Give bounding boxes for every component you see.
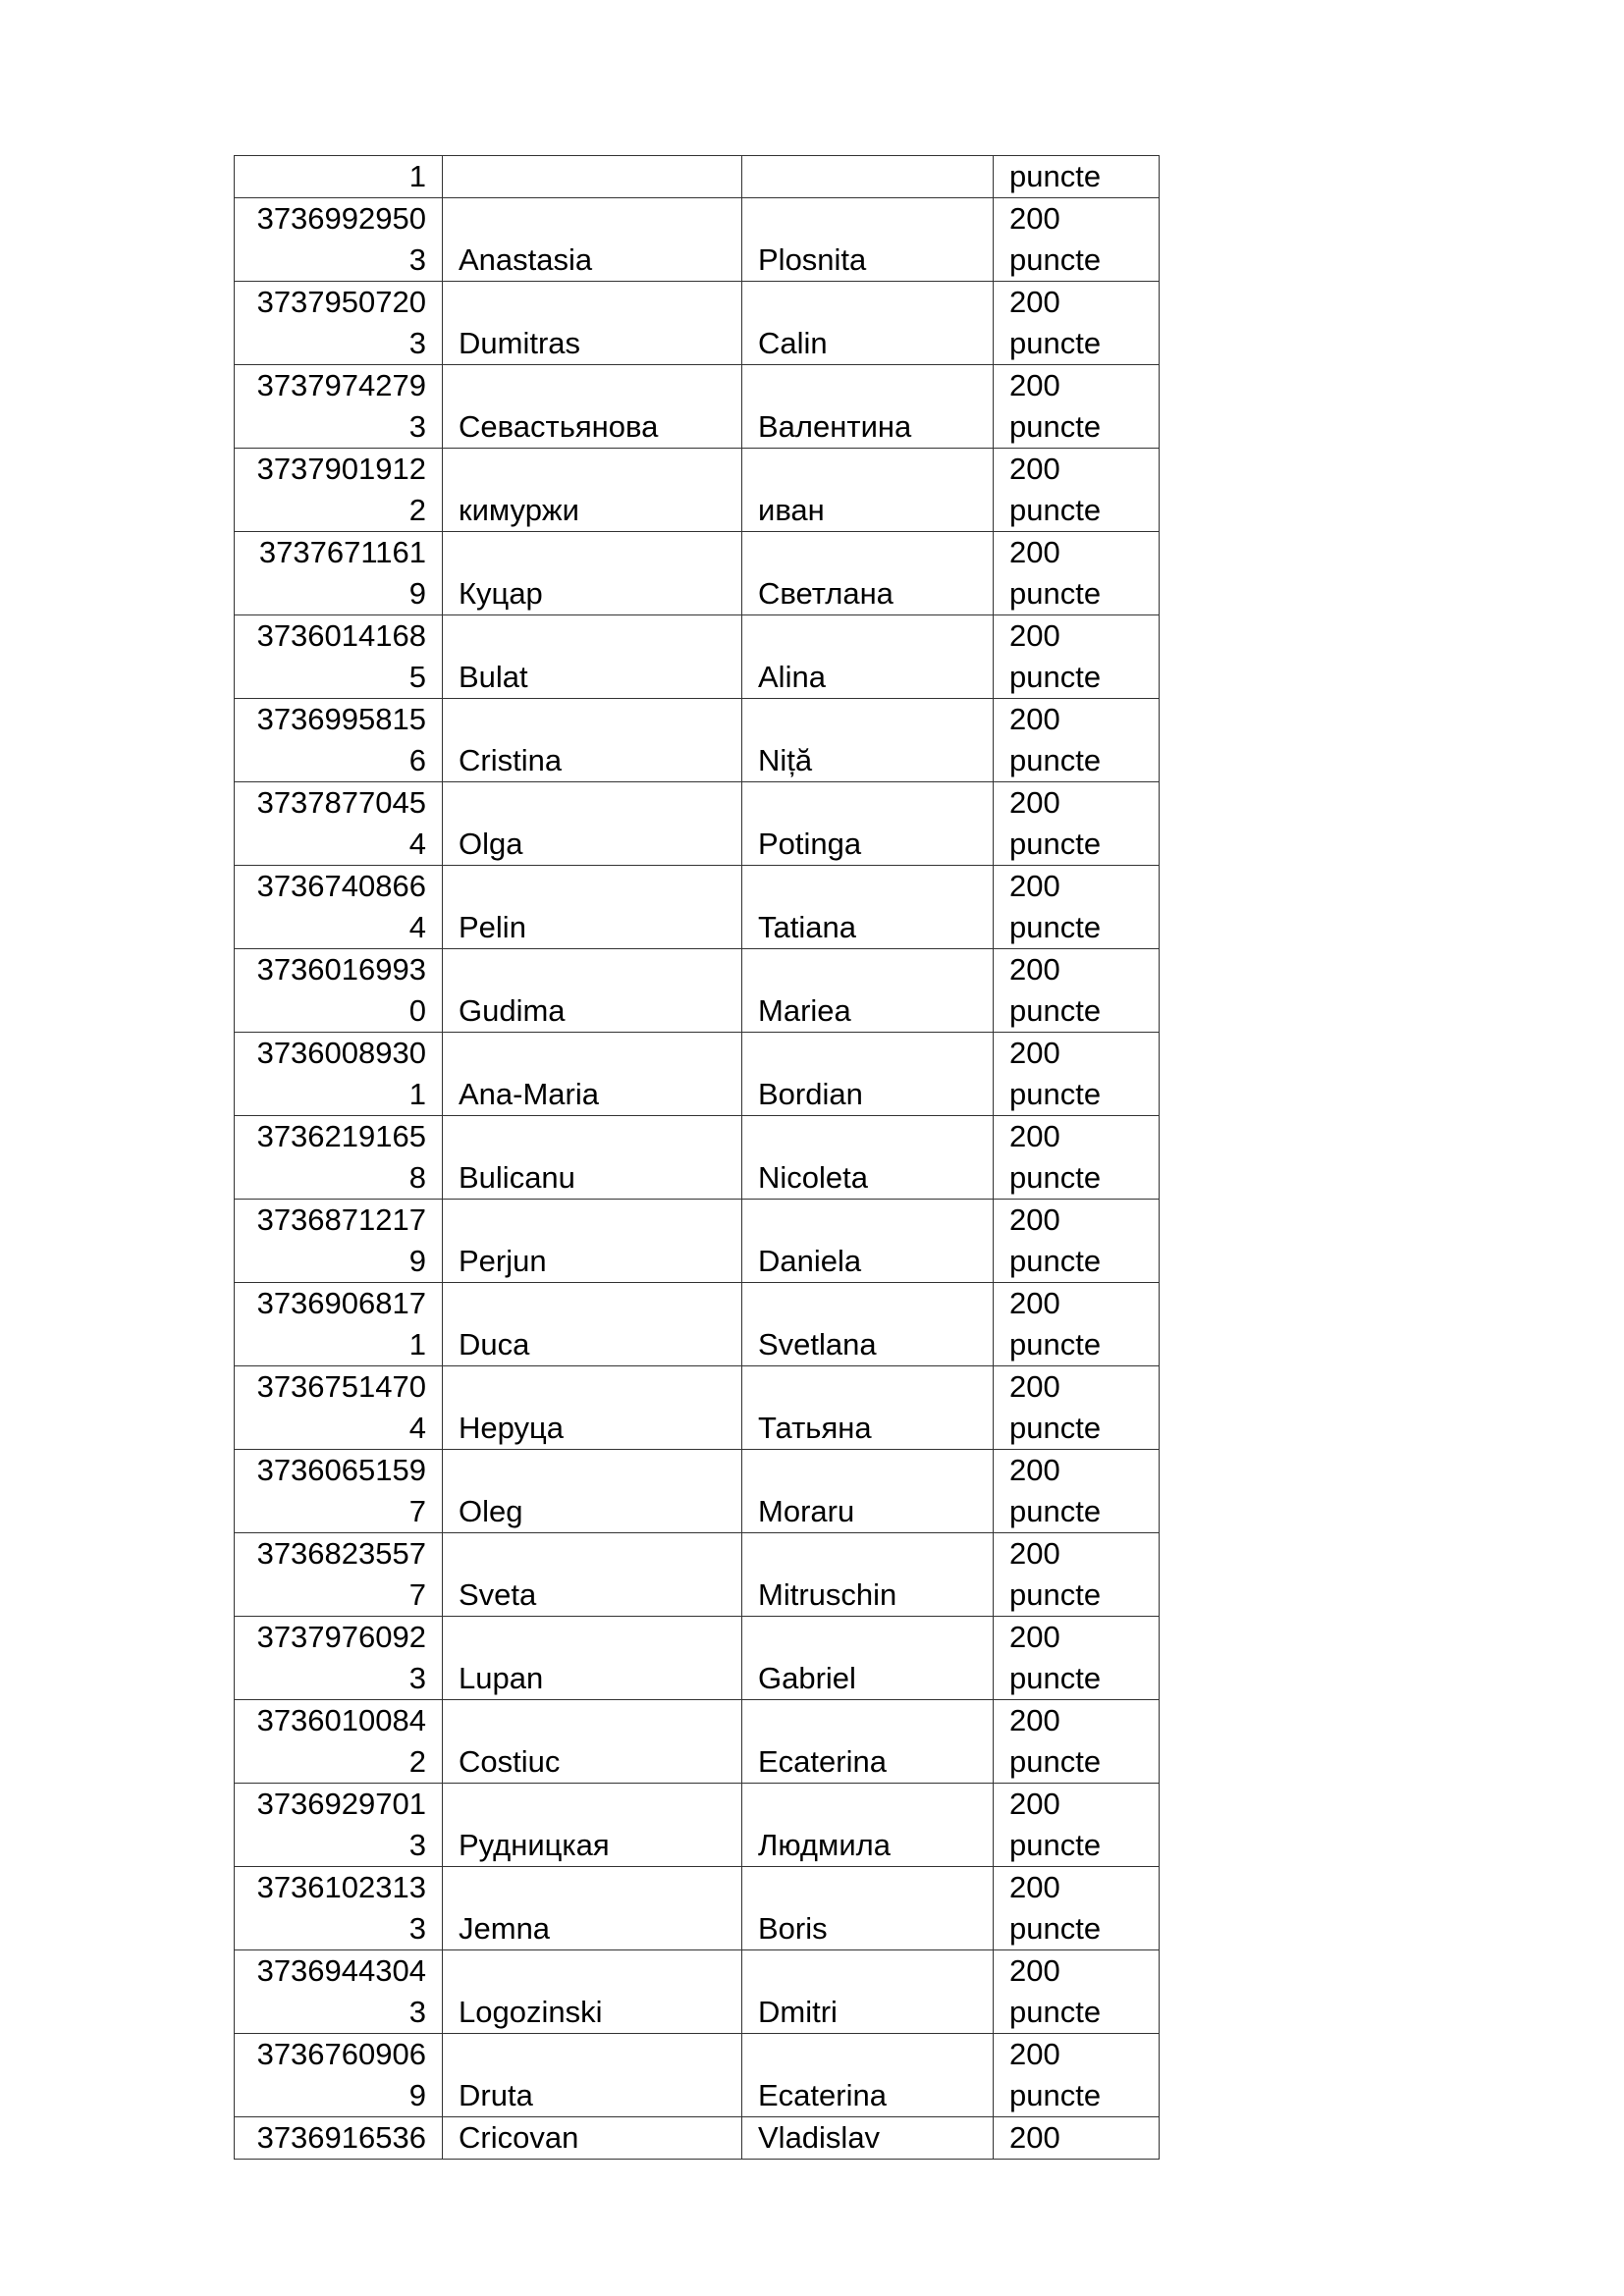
first-name-cell: Duca [443,1283,742,1366]
first-name-cell: Bulicanu [443,1116,742,1200]
phone-cell-line: 4 [408,827,426,861]
table-row [235,1450,1160,1533]
points-cell-line: puncte [1009,409,1102,444]
points-cell [994,1366,1160,1450]
table-row [235,365,1160,449]
phone-cell-line: 3737671161 [258,535,426,569]
last-name-cell: Mariea [742,949,994,1033]
phone-cell [235,449,443,532]
phone-cell-line: 4 [408,1411,426,1445]
points-cell-line: 200 [1009,1953,1060,1988]
phone-cell-line: 9 [408,2078,426,2112]
points-cell-line: 200 [1009,702,1060,736]
first-name-cell: Cricovan [443,2117,742,2160]
last-name-cell: Calin [742,282,994,365]
phone-cell-line: 3737950720 [256,285,426,319]
phone-cell [235,156,443,198]
points-cell [994,1116,1160,1200]
points-cell [994,1533,1160,1617]
first-name-cell: Рудницкая [443,1784,742,1867]
points-cell-line: 200 [1009,1787,1060,1821]
last-name-cell: Niță [742,699,994,782]
table-row [235,2034,1160,2117]
phone-cell-line: 5 [408,660,426,694]
phone-cell-line: 3736219165 [256,1119,426,1153]
last-name-cell [742,156,994,198]
first-name-cell: Druta [443,2034,742,2117]
table-row [235,1784,1160,1867]
first-name-cell: Pelin [443,866,742,949]
first-name-cell: Cristina [443,699,742,782]
points-cell-line: puncte [1009,1244,1102,1278]
points-cell-line: puncte [1009,1911,1102,1946]
last-name-cell: Dmitri [742,1950,994,2034]
last-name-cell: Светлана [742,532,994,615]
last-name-cell: Potinga [742,782,994,866]
phone-cell-line: 3 [408,326,426,360]
points-cell-line: puncte [1009,493,1102,527]
phone-cell-line: 6 [408,743,426,777]
phone-cell-line: 3736995815 [256,702,426,736]
points-cell-line: puncte [1009,576,1102,611]
phone-cell [235,1533,443,1617]
phone-cell-line: 3 [408,1661,426,1695]
phone-cell [235,1283,443,1366]
points-cell-line: 200 [1009,1536,1060,1571]
points-cell-line: puncte [1009,1577,1102,1612]
points-cell-line: puncte [1009,2078,1102,2112]
table-row [235,615,1160,699]
phone-cell-line: 3736016993 [256,952,426,987]
phone-cell [235,699,443,782]
points-cell [994,1700,1160,1784]
table-row [235,1116,1160,1200]
first-name-cell [443,156,742,198]
phone-cell-line: 3737974279 [256,368,426,402]
points-cell-line: 200 [1009,1453,1060,1487]
first-name-cell: Gudima [443,949,742,1033]
phone-cell [235,2117,443,2160]
last-name-cell: Moraru [742,1450,994,1533]
last-name-cell: Ecaterina [742,1700,994,1784]
last-name-cell: иван [742,449,994,532]
points-cell-line: 200 [1009,952,1060,987]
table-body [235,156,1160,2160]
points-cell [994,949,1160,1033]
points-cell [994,449,1160,532]
phone-cell [235,1867,443,1950]
phone-cell-line: 3737877045 [256,785,426,820]
points-cell-line: 200 [1009,1870,1060,1904]
points-cell [994,782,1160,866]
phone-cell-line: 3736065159 [256,1453,426,1487]
first-name-cell: Jemna [443,1867,742,1950]
points-cell [994,2117,1160,2160]
points-cell-line: puncte [1009,660,1102,694]
last-name-cell: Plosnita [742,198,994,282]
phone-cell [235,1116,443,1200]
table-row [235,449,1160,532]
table-row [235,156,1160,198]
first-name-cell: Perjun [443,1200,742,1283]
points-cell-line: puncte [1009,1828,1102,1862]
last-name-cell: Mitruschin [742,1533,994,1617]
points-cell-line: 200 [1009,452,1060,486]
first-name-cell: Logozinski [443,1950,742,2034]
first-name-cell: Lupan [443,1617,742,1700]
points-cell [994,365,1160,449]
points-cell-line: puncte [1009,1494,1102,1528]
last-name-cell: Tatiana [742,866,994,949]
table-row [235,699,1160,782]
phone-cell-line: 3736014168 [256,618,426,653]
phone-cell-line: 3736751470 [256,1369,426,1404]
table-row [235,1700,1160,1784]
points-cell-line: puncte [1009,1327,1102,1362]
phone-cell [235,866,443,949]
points-cell-line: puncte [1009,1411,1102,1445]
table-row [235,1617,1160,1700]
points-cell [994,1617,1160,1700]
phone-cell [235,1784,443,1867]
phone-cell [235,1200,443,1283]
points-cell-line: 200 [1009,869,1060,903]
last-name-cell: Татьяна [742,1366,994,1450]
points-cell-line: puncte [1009,1160,1102,1195]
points-cell [994,282,1160,365]
phone-cell-line: 3736008930 [256,1036,426,1070]
points-cell-line: puncte [1009,1661,1102,1695]
phone-cell [235,532,443,615]
last-name-cell: Валентина [742,365,994,449]
phone-cell [235,198,443,282]
last-name-cell: Nicoleta [742,1116,994,1200]
phone-cell-line: 3737976092 [256,1620,426,1654]
first-name-cell: Oleg [443,1450,742,1533]
phone-cell [235,1700,443,1784]
phone-cell-line: 3736992950 [256,201,426,236]
first-name-cell: Севастьянова [443,365,742,449]
table-row [235,866,1160,949]
table-row [235,2117,1160,2160]
phone-cell-line: 3736944304 [256,1953,426,1988]
phone-cell-line: 3736916536 [256,2120,426,2155]
table-row [235,1867,1160,1950]
points-cell [994,532,1160,615]
phone-cell [235,782,443,866]
phone-cell-line: 3 [408,1995,426,2029]
phone-cell-line: 3736740866 [256,869,426,903]
first-name-cell: Costiuc [443,1700,742,1784]
first-name-cell: кимуржи [443,449,742,532]
points-cell [994,1784,1160,1867]
points-cell-line: puncte [1009,1744,1102,1779]
points-cell-line: 200 [1009,1286,1060,1320]
first-name-cell: Anastasia [443,198,742,282]
phone-cell-line: 9 [408,1244,426,1278]
table-row [235,949,1160,1033]
last-name-cell: Gabriel [742,1617,994,1700]
table-row [235,782,1160,866]
phone-cell-line: 3736760906 [256,2037,426,2071]
table-row [235,1283,1160,1366]
last-name-cell: Boris [742,1867,994,1950]
points-cell [994,156,1160,198]
table-row [235,1533,1160,1617]
phone-cell [235,2034,443,2117]
phone-cell [235,1617,443,1700]
phone-cell-line: 3736871217 [256,1202,426,1237]
phone-cell [235,1366,443,1450]
table-row [235,1200,1160,1283]
phone-cell-line: 3 [408,409,426,444]
last-name-cell: Svetlana [742,1283,994,1366]
phone-cell [235,282,443,365]
last-name-cell: Людмила [742,1784,994,1867]
points-cell-line: puncte [1009,1077,1102,1111]
points-cell-line: 200 [1009,201,1060,236]
phone-cell-line: 3737901912 [256,452,426,486]
phone-cell-line: 1 [408,1077,426,1111]
points-cell-line: puncte [1009,993,1102,1028]
last-name-cell: Bordian [742,1033,994,1116]
table-row [235,1033,1160,1116]
phone-cell [235,365,443,449]
points-cell-line: 200 [1009,618,1060,653]
last-name-cell: Ecaterina [742,2034,994,2117]
points-cell [994,1033,1160,1116]
points-cell-line: 200 [1009,535,1060,569]
points-cell [994,2034,1160,2117]
phone-cell-line: 2 [408,1744,426,1779]
phone-cell-line: 3736102313 [256,1870,426,1904]
table-row [235,198,1160,282]
phone-cell-line: 4 [408,910,426,944]
first-name-cell: Неруца [443,1366,742,1450]
first-name-cell: Куцар [443,532,742,615]
phone-cell-line: 3 [408,1911,426,1946]
phone-cell-line: 1 [408,159,426,193]
points-cell-line: puncte [1009,242,1102,277]
points-cell-line: 200 [1009,785,1060,820]
points-cell-line: 200 [1009,2120,1060,2155]
points-cell [994,699,1160,782]
points-cell [994,1950,1160,2034]
phone-cell [235,1950,443,2034]
phone-cell-line: 8 [408,1160,426,1195]
phone-cell [235,615,443,699]
points-cell-line: 200 [1009,1119,1060,1153]
phone-cell-line: 0 [408,993,426,1028]
phone-cell-line: 9 [408,576,426,611]
points-cell [994,198,1160,282]
points-cell-line: 200 [1009,368,1060,402]
points-cell [994,1867,1160,1950]
points-cell-line: 200 [1009,285,1060,319]
points-cell-line: 200 [1009,1202,1060,1237]
points-cell-line: puncte [1009,1995,1102,2029]
points-cell-line: 200 [1009,1703,1060,1737]
phone-cell-line: 3736906817 [256,1286,426,1320]
phone-cell-line: 3736010084 [256,1703,426,1737]
first-name-cell: Dumitras [443,282,742,365]
points-cell-line: 200 [1009,2037,1060,2071]
phone-cell [235,949,443,1033]
last-name-cell: Vladislav [742,2117,994,2160]
phone-cell-line: 7 [408,1577,426,1612]
phone-cell-line: 3 [408,1828,426,1862]
phone-cell-line: 3736823557 [256,1536,426,1571]
phone-cell-line: 1 [408,1327,426,1362]
phone-cell [235,1033,443,1116]
first-name-cell: Sveta [443,1533,742,1617]
phone-cell [235,1450,443,1533]
phone-cell-line: 7 [408,1494,426,1528]
points-cell [994,615,1160,699]
points-cell [994,1283,1160,1366]
points-cell-line: puncte [1009,827,1102,861]
table-row [235,532,1160,615]
table-row [235,1950,1160,2034]
points-cell [994,1450,1160,1533]
points-cell-line: puncte [1009,910,1102,944]
phone-cell-line: 3736929701 [256,1787,426,1821]
last-name-cell: Alina [742,615,994,699]
points-cell [994,1200,1160,1283]
table-row [235,1366,1160,1450]
points-cell-line: puncte [1009,159,1102,193]
table-row [235,282,1160,365]
points-cell-line: puncte [1009,326,1102,360]
phone-cell-line: 2 [408,493,426,527]
first-name-cell: Ana-Maria [443,1033,742,1116]
participants-table [234,155,1160,2160]
last-name-cell: Daniela [742,1200,994,1283]
points-cell-line: puncte [1009,743,1102,777]
points-cell [994,866,1160,949]
points-cell-line: 200 [1009,1369,1060,1404]
first-name-cell: Bulat [443,615,742,699]
first-name-cell: Olga [443,782,742,866]
phone-cell-line: 3 [408,242,426,277]
points-cell-line: 200 [1009,1036,1060,1070]
points-cell-line: 200 [1009,1620,1060,1654]
